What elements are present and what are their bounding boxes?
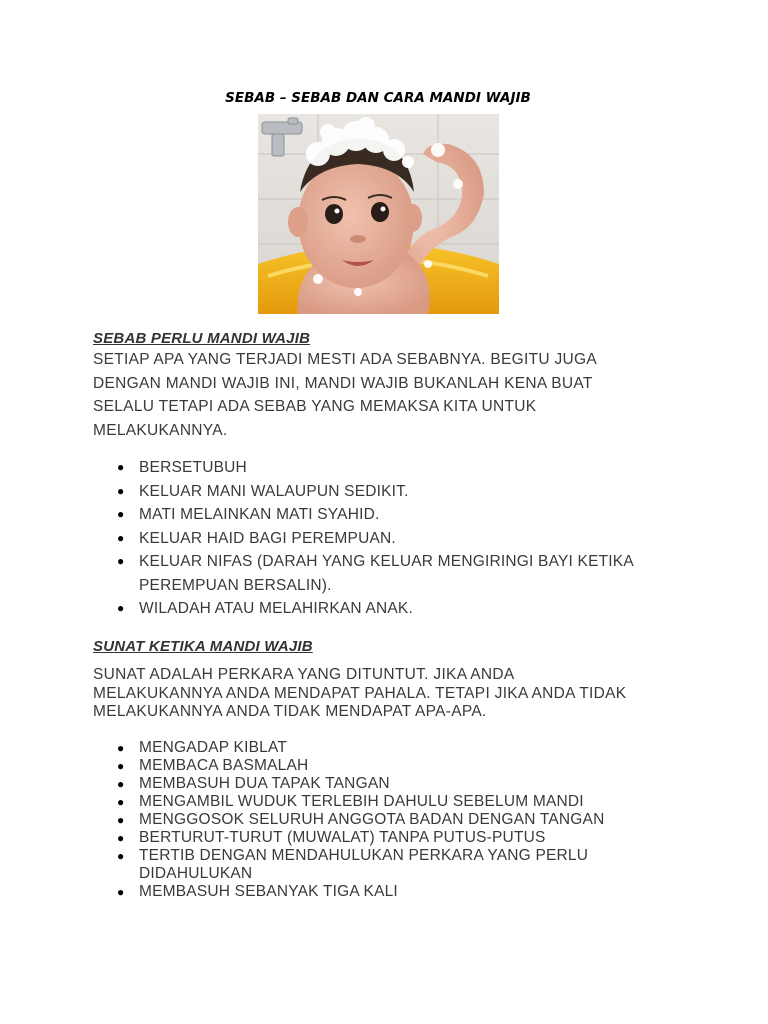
bullet-icon: ● xyxy=(117,530,125,545)
list-item xyxy=(93,793,693,811)
baby-bath-photo xyxy=(258,114,499,314)
paragraph-line: DENGAN MANDI WAJIB INI, MANDI WAJIB BUKANLAH KENA BUAT xyxy=(93,374,593,392)
bullet-icon: ● xyxy=(117,483,125,498)
list-item-text: MEMBASUH DUA TAPAK TANGAN xyxy=(139,774,390,792)
bullet-icon: ● xyxy=(117,884,125,899)
section-sunnah xyxy=(93,638,693,901)
bullet-icon: ● xyxy=(117,460,125,474)
paragraph-line: MELAKUKANNYA ANDA MENDAPAT PAHALA. TETAPI JIKA ANDA TIDAK xyxy=(93,684,627,702)
section-heading: SUNAT KETIKA MANDI WAJIB xyxy=(93,638,313,655)
paragraph-line: MELAKUKANNYA. xyxy=(93,421,228,439)
list-item-text: MATI MELAINKAN MATI SYAHID. xyxy=(139,506,380,523)
bullet-icon: ● xyxy=(117,758,125,773)
list-item-text: KELUAR NIFAS (DARAH YANG KELUAR MENGIRINGI BAYI KETIKA xyxy=(139,553,634,570)
list-item-text: KELUAR HAID BAGI PEREMPUAN. xyxy=(139,529,396,547)
list-item xyxy=(93,527,693,551)
sunnah-list xyxy=(93,739,693,901)
list-item xyxy=(93,847,693,883)
section-reasons xyxy=(93,330,693,621)
paragraph-line: SUNAT ADALAH PERKARA YANG DITUNTUT. JIKA ANDA xyxy=(93,666,515,683)
list-item-text: MENGAMBIL WUDUK TERLEBIH DAHULU SEBELUM MANDI xyxy=(139,792,584,810)
bullet-icon: ● xyxy=(117,794,125,809)
paragraph-line: SELALU TETAPI ADA SEBAB YANG MEMAKSA KITA UNTUK xyxy=(93,398,537,415)
list-item xyxy=(93,775,693,793)
section-paragraph xyxy=(93,348,693,442)
list-item-text: MENGGOSOK SELURUH ANGGOTA BADAN DENGAN TANGAN xyxy=(139,810,605,828)
section-heading: SEBAB PERLU MANDI WAJIB xyxy=(93,330,311,347)
bullet-icon: ● xyxy=(117,507,125,521)
paragraph-line: SETIAP APA YANG TERJADI MESTI ADA SEBABNYA. BEGITU JUGA xyxy=(93,351,598,368)
bullet-icon: ● xyxy=(117,601,125,615)
reasons-list xyxy=(93,456,693,621)
bullet-icon: ● xyxy=(117,830,125,845)
list-item xyxy=(93,480,693,504)
bullet-icon: ● xyxy=(117,554,125,568)
list-item-text: WILADAH ATAU MELAHIRKAN ANAK. xyxy=(139,600,413,617)
list-item xyxy=(93,503,693,527)
list-item xyxy=(93,883,693,901)
list-item-text: MEMBACA BASMALAH xyxy=(139,756,309,774)
paragraph-line: MELAKUKANNYA ANDA TIDAK MENDAPAT APA-APA. xyxy=(93,703,487,720)
bullet-icon: ● xyxy=(117,812,125,827)
list-item-text: BERSETUBUH xyxy=(139,459,247,476)
list-item xyxy=(93,456,693,480)
list-item-text: TERTIB DENGAN MENDAHULUKAN PERKARA YANG PERLU xyxy=(139,846,589,864)
bullet-icon: ● xyxy=(117,848,125,863)
list-item-text: MENGADAP KIBLAT xyxy=(139,738,287,756)
list-item-text: PEREMPUAN BERSALIN). xyxy=(139,576,332,594)
list-item-text: DIDAHULUKAN xyxy=(139,864,253,882)
list-item xyxy=(93,550,693,597)
list-item xyxy=(93,739,693,757)
baby-bath-illustration xyxy=(258,114,499,314)
list-item xyxy=(93,597,693,621)
list-item-text: KELUAR MANI WALAUPUN SEDIKIT. xyxy=(139,482,409,500)
bullet-icon: ● xyxy=(117,740,125,755)
bullet-icon: ● xyxy=(117,776,125,791)
list-item xyxy=(93,829,693,847)
list-item-text: MEMBASUH SEBANYAK TIGA KALI xyxy=(139,882,398,900)
list-item xyxy=(93,757,693,775)
list-item xyxy=(93,811,693,829)
list-item-text: BERTURUT-TURUT (MUWALAT) TANPA PUTUS-PUTUS xyxy=(139,828,546,846)
section-paragraph xyxy=(93,666,693,722)
page-title: SEBAB – SEBAB DAN CARA MANDI WAJIB xyxy=(225,90,531,106)
